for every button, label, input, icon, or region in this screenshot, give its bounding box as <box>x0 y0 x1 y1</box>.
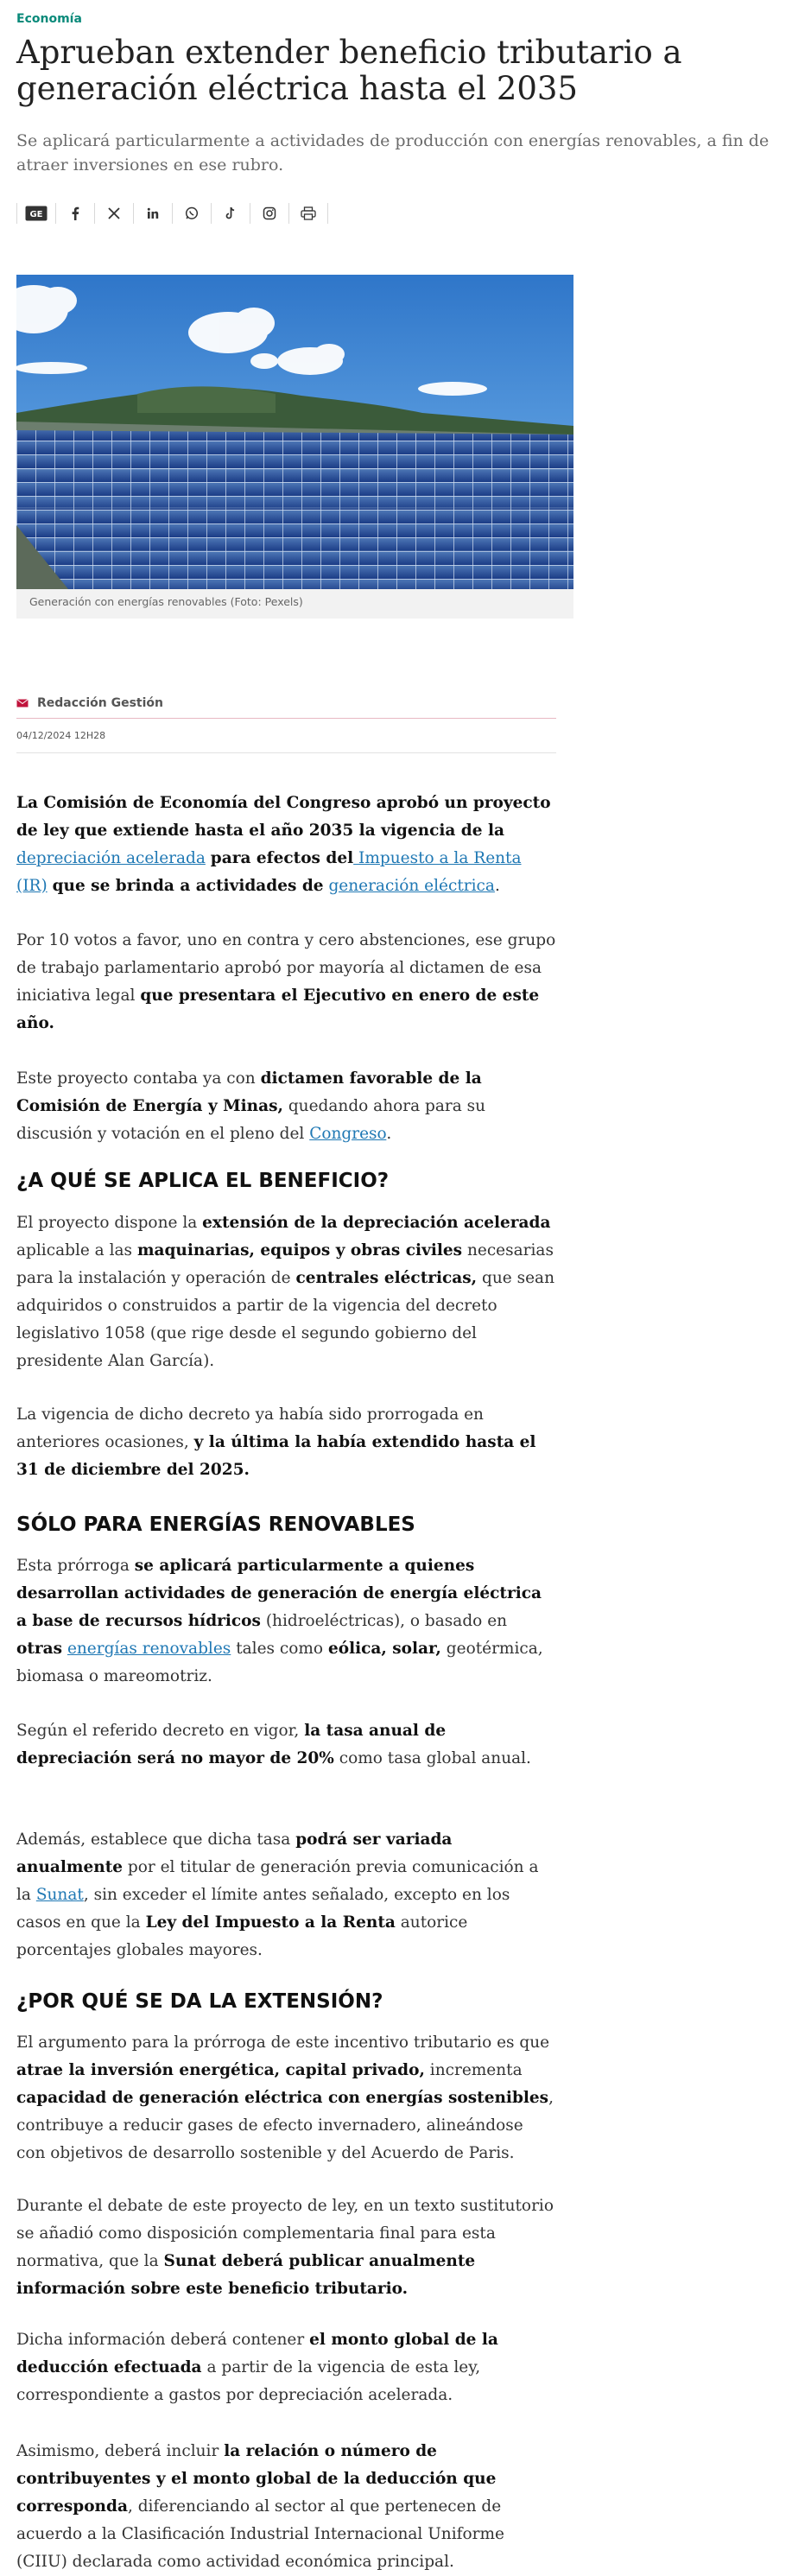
featured-image-figure <box>16 275 573 619</box>
p6-bold-3: eólica, solar, <box>327 1640 441 1658</box>
link-impuesto-renta[interactable]: Impuesto a la Renta (IR) <box>16 849 522 895</box>
link-depreciacion-acelerada[interactable]: depreciación acelerada <box>16 849 206 867</box>
image-caption: Generación con energías renovables (Foto: Pexels) <box>29 595 303 608</box>
p8-text-2: por el titular de generación previa comunicación a la <box>16 1858 539 1904</box>
google-news-label: GE <box>29 210 43 219</box>
paragraph-11 <box>16 2326 556 2409</box>
p2-text-1: Por 10 votos a favor, uno en contra y cero abstenciones, ese grupo de trabajo parlamentario aprobó por mayoría al dictamen de esa iniciativa legal <box>16 931 556 1005</box>
p11-bold-1: el monto global de la deducción efectuada <box>16 2331 498 2376</box>
paragraph-5 <box>16 1401 556 1484</box>
p3-text-2: quedando ahora para su discusión y votación en el pleno del <box>16 1097 486 1143</box>
p6-text-4: geotérmica, biomasa o mareomotriz. <box>16 1640 543 1685</box>
date-divider <box>16 752 556 753</box>
solar-panels-illustration <box>16 275 573 589</box>
x-icon <box>108 207 120 219</box>
p6-bold-2: otras <box>16 1640 63 1658</box>
p10-text-1: Durante el debate de este proyecto de ley, en un texto sustitutorio se añadió como disposición complementaria final para esta normativa, que la <box>16 2197 554 2270</box>
p4-text-1: El proyecto dispone la <box>16 1214 198 1232</box>
p7-text-1: Según el referido decreto en vigor, <box>16 1722 300 1740</box>
p1-bold-2: para efectos del <box>210 849 354 867</box>
p9-bold-2: capacidad de generación eléctrica con energías sostenibles <box>16 2089 549 2107</box>
p7-bold-1: la tasa anual de depreciación será no mayor de 20% <box>16 1722 447 1767</box>
p1-text-1: . <box>494 877 500 895</box>
p9-text-1: El argumento para la prórroga de este incentivo tributario es que <box>16 2034 550 2052</box>
p6-text-3: tales como <box>236 1640 324 1658</box>
heading-solo-renovables: SÓLO PARA ENERGÍAS RENOVABLES <box>16 1513 415 1536</box>
paragraph-9 <box>16 2029 556 2167</box>
paragraph-2 <box>16 927 556 1037</box>
p3-bold-1: dictamen favorable de la Comisión de Energía y Minas, <box>16 1069 482 1115</box>
x-share-button[interactable] <box>95 203 134 224</box>
facebook-share-button[interactable] <box>56 203 95 224</box>
p6-text-1: Esta prórroga <box>16 1557 130 1575</box>
google-news-icon <box>25 206 48 221</box>
share-bar <box>16 203 328 224</box>
p12-text-2: , diferenciando al sector al que pertenecen de acuerdo a la Clasificación Industrial Internacional Uniforme (CIIU) declarada como actividad económica principal. <box>16 2497 504 2571</box>
print-button[interactable] <box>289 203 328 224</box>
instagram-icon <box>263 206 276 220</box>
author-divider <box>16 718 556 719</box>
p8-text-4: autorice porcentajes globales mayores. <box>16 1913 468 1959</box>
p4-text-3: necesarias para la instalación y operación de <box>16 1241 554 1287</box>
p11-text-2: a partir de la vigencia de esta ley, correspondiente a gastos por depreciación acelerada. <box>16 2358 481 2404</box>
paragraph-4 <box>16 1209 556 1375</box>
author-name[interactable]: Redacción Gestión <box>37 696 163 710</box>
linkedin-icon <box>147 207 159 219</box>
p4-text-4: que sean adquiridos o construidos a partir de la vigencia del decreto legislativo 1058 (que rige desde el segundo gobierno del presidente Alan García). <box>16 1269 554 1370</box>
p3-text-1: Este proyecto contaba ya con <box>16 1069 256 1088</box>
p6-text-2: (hidroeléctricas), o basado en <box>265 1612 508 1630</box>
p4-bold-2: maquinarias, equipos y obras civiles <box>136 1241 463 1259</box>
p12-text-1: Asimismo, deberá incluir <box>16 2442 219 2460</box>
p10-bold-1: Sunat deberá publicar anualmente información sobre este beneficio tributario. <box>16 2252 476 2298</box>
link-sunat[interactable]: Sunat <box>35 1886 84 1904</box>
tiktok-share-button[interactable] <box>212 203 250 224</box>
print-icon <box>301 206 316 220</box>
paragraph-8 <box>16 1826 556 1964</box>
p8-bold-2: Ley del Impuesto a la Renta <box>145 1913 396 1932</box>
paragraph-1 <box>16 790 556 900</box>
p2-bold-1: que presentara el Ejecutivo en enero de este año. <box>16 987 540 1032</box>
heading-por-que-extension: ¿POR QUÉ SE DA LA EXTENSIÓN? <box>16 1990 383 2013</box>
p12-bold-1: la relación o número de contribuyentes y el monto global de la deducción que corresponda <box>16 2442 497 2516</box>
p9-bold-1: atrae la inversión energética, capital privado, <box>16 2061 425 2079</box>
paragraph-3 <box>16 1065 556 1148</box>
p4-bold-3: centrales eléctricas, <box>295 1269 478 1287</box>
p8-text-1: Además, establece que dicha tasa <box>16 1830 291 1849</box>
paragraph-10 <box>16 2192 556 2303</box>
google-news-button[interactable] <box>16 203 56 224</box>
p1-bold-1: La Comisión de Economía del Congreso aprobó un proyecto de ley que extiende hasta el año 2035 la vigencia de la <box>16 794 551 840</box>
linkedin-share-button[interactable] <box>134 203 173 224</box>
p7-text-2: como tasa global anual. <box>339 1749 531 1767</box>
p6-bold-1: se aplicará particularmente a quienes desarrollan actividades de generación de energía eléctrica a base de recursos hídricos <box>16 1557 542 1630</box>
p5-bold-1: y la última la había extendido hasta el 31 de diciembre del 2025. <box>16 1433 536 1479</box>
whatsapp-share-button[interactable] <box>173 203 212 224</box>
author-block <box>16 696 163 710</box>
p9-text-3: , contribuye a reducir gases de efecto invernadero, alineándose con objetivos de desarrollo sostenible y del Acuerdo de Paris. <box>16 2089 554 2162</box>
article-title: Aprueban extender beneficio tributario a generación eléctrica hasta el 2035 <box>16 34 682 107</box>
p9-text-2: incrementa <box>429 2061 523 2079</box>
section-tag[interactable]: Economía <box>16 12 82 26</box>
whatsapp-icon <box>185 206 199 220</box>
paragraph-6 <box>16 1552 556 1691</box>
p8-text-3: , sin exceder el límite antes señalado, excepto en los casos en que la <box>16 1886 510 1932</box>
article-subtitle: Se aplicará particularmente a actividades de producción con energías renovables, a fin de atraer inversiones en ese rubro. <box>16 131 770 174</box>
p4-text-2: aplicable a las <box>16 1241 133 1259</box>
p4-bold-1: extensión de la depreciación acelerada <box>202 1214 551 1232</box>
solar-panels-photo[interactable] <box>16 275 573 589</box>
p5-text-1: La vigencia de dicho decreto ya había sido prorrogada en anteriores ocasiones, <box>16 1405 484 1451</box>
tiktok-icon <box>225 206 237 220</box>
heading-a-que-se-aplica: ¿A QUÉ SE APLICA EL BENEFICIO? <box>16 1170 390 1192</box>
paragraph-7 <box>16 1717 556 1773</box>
p3-text-3: . <box>386 1125 392 1143</box>
link-energias-renovables[interactable]: energías renovables <box>67 1640 231 1658</box>
instagram-share-button[interactable] <box>250 203 289 224</box>
paragraph-12 <box>16 2438 556 2576</box>
p11-text-1: Dicha información deberá contener <box>16 2331 305 2349</box>
facebook-icon <box>69 206 81 220</box>
mail-icon[interactable] <box>16 699 29 707</box>
p8-bold-1: podrá ser variada anualmente <box>16 1830 453 1876</box>
publish-date: 04/12/2024 12H28 <box>16 730 106 741</box>
link-generacion-electrica[interactable]: generación eléctrica <box>328 877 495 895</box>
p1-bold-3: que se brinda a actividades de <box>52 877 324 895</box>
link-congreso[interactable]: Congreso <box>309 1125 387 1143</box>
